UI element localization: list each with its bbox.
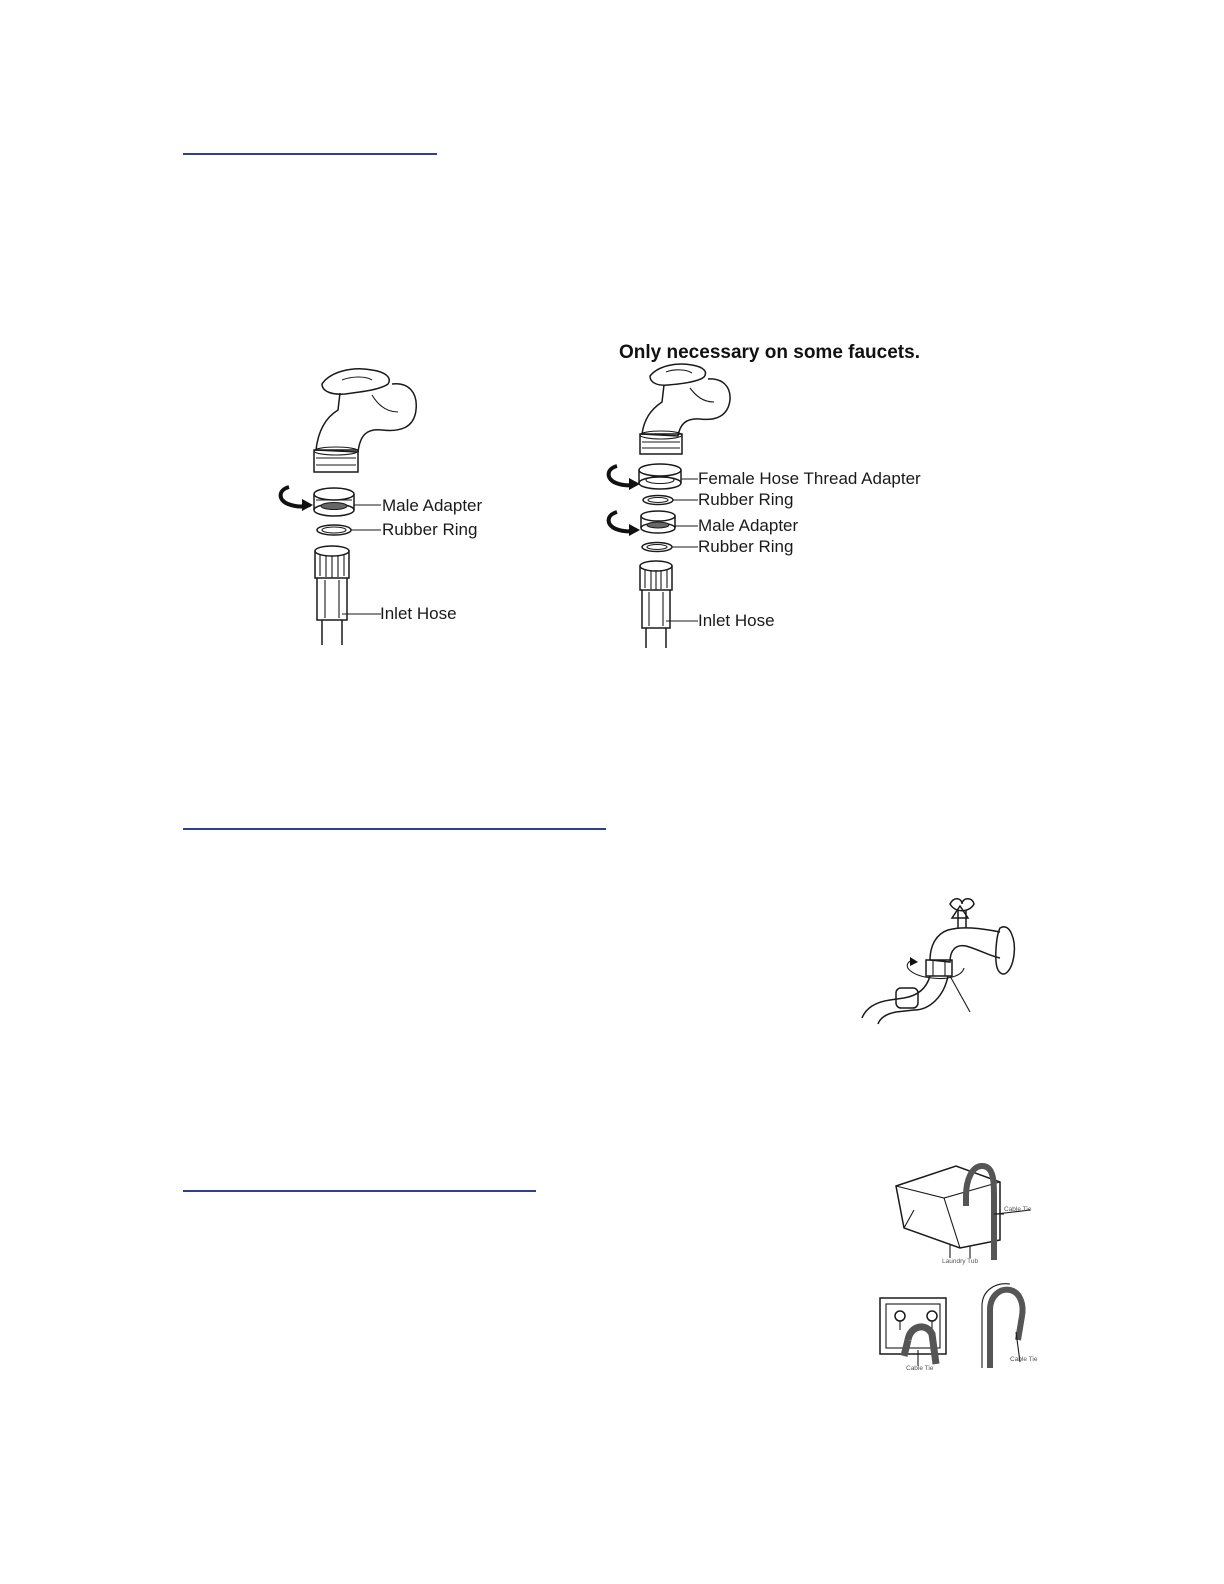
label-female-hose-thread-adapter: Female Hose Thread Adapter	[698, 469, 921, 488]
label-inlet-hose: Inlet Hose	[380, 604, 457, 623]
label-cable-tie-hook: Cable Tie	[1010, 1356, 1038, 1363]
label-inlet-hose-2: Inlet Hose	[698, 611, 775, 630]
label-laundry-tub: Laundry Tub	[942, 1258, 979, 1265]
diagram-caption: Only necessary on some faucets.	[619, 342, 920, 363]
label-cable-tie-wall: Cable Tie	[906, 1365, 934, 1372]
label-rubber-ring-2: Rubber Ring	[698, 537, 794, 556]
label-rubber-ring: Rubber Ring	[382, 520, 478, 539]
label-rubber-ring-1: Rubber Ring	[698, 490, 794, 509]
label-male-adapter-2: Male Adapter	[698, 516, 799, 535]
label-male-adapter: Male Adapter	[382, 496, 483, 515]
label-cable-tie-tub: Cable Tie	[1004, 1206, 1032, 1213]
